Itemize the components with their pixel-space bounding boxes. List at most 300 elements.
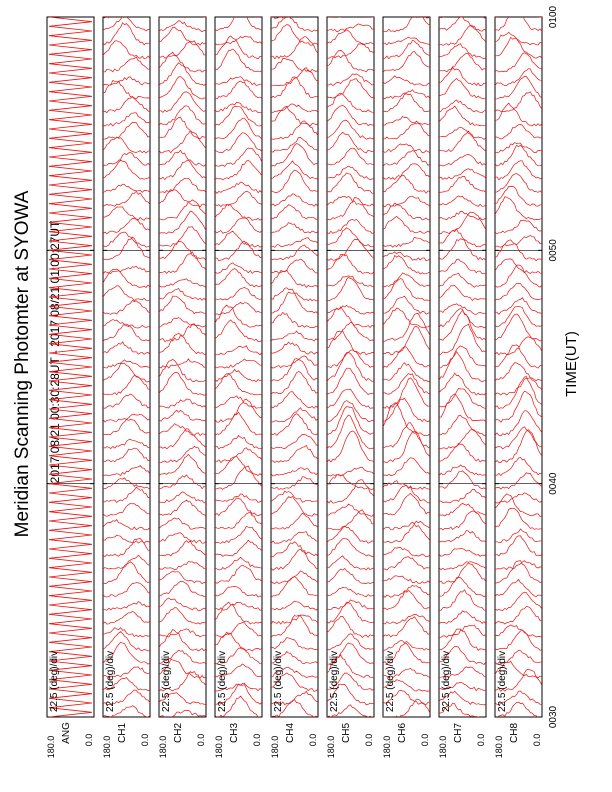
tick-bottom-label: 0.0	[140, 733, 150, 747]
trace-line	[383, 237, 430, 247]
trace-line	[215, 565, 262, 583]
trace-line	[327, 277, 374, 300]
trace-line	[159, 131, 206, 153]
trace-line	[439, 155, 486, 167]
panel-frame	[383, 17, 430, 717]
trace-line	[383, 13, 430, 32]
trace-line	[215, 494, 262, 503]
trace-line	[159, 410, 206, 421]
trace-line	[327, 352, 374, 381]
trace-line	[159, 106, 206, 126]
trace-line	[215, 231, 262, 247]
trace-group	[271, 0, 318, 718]
trace-line	[383, 576, 430, 584]
trace-line	[439, 26, 486, 46]
tick-bottom-label: 0.0	[308, 733, 318, 747]
trace-line	[327, 93, 374, 112]
trace-group	[327, 0, 374, 717]
trace-line	[495, 493, 542, 503]
trace-line	[215, 346, 262, 355]
trace-line	[103, 269, 150, 287]
trace-line	[103, 342, 150, 355]
trace-line	[439, 489, 486, 502]
trace-line	[439, 79, 486, 100]
panels	[46, 0, 542, 758]
panel-scale: 22.5 (deg)/div	[49, 650, 60, 712]
trace-line	[439, 131, 486, 151]
trace-line	[159, 117, 206, 138]
tick-bottom-label: 0.0	[196, 733, 206, 747]
trace-line	[159, 598, 206, 611]
trace-line	[383, 493, 430, 515]
trace-line	[159, 581, 206, 596]
trace-line	[271, 205, 318, 220]
trace-line	[215, 182, 262, 193]
trace-line	[103, 266, 150, 274]
panel-ch6	[382, 0, 430, 758]
trace-line	[327, 401, 374, 422]
trace-line	[103, 160, 150, 179]
trace-line	[495, 32, 542, 45]
trace-line	[271, 615, 318, 624]
trace-line	[159, 52, 206, 72]
trace-line	[271, 434, 318, 448]
trace-line	[103, 487, 150, 503]
trace-line	[271, 638, 318, 650]
trace-line	[103, 466, 150, 477]
trace-line	[439, 629, 486, 650]
trace-line	[159, 359, 206, 381]
trace-line	[215, 399, 262, 422]
trace-line	[439, 309, 486, 328]
trace-line	[383, 144, 430, 153]
trace-line	[439, 286, 486, 301]
trace-line	[215, 49, 262, 72]
tick-top-label: 180.0	[46, 735, 56, 759]
trace-line	[439, 239, 486, 261]
panel-scale: 22.5 (deg)/div	[385, 650, 396, 712]
trace-line	[271, 292, 318, 314]
trace-line	[103, 57, 150, 72]
trace-line	[495, 259, 542, 274]
trace-line	[159, 571, 206, 584]
trace-line	[159, 279, 206, 288]
trace-line	[439, 100, 486, 113]
trace-line	[495, 124, 542, 139]
trace-line	[495, 363, 542, 381]
trace-line	[383, 641, 430, 651]
trace-line	[103, 77, 150, 85]
trace-line	[215, 359, 262, 368]
trace-line	[271, 571, 318, 584]
trace-line	[271, 372, 318, 395]
panel-label: CH6	[397, 722, 408, 744]
trace-line	[103, 503, 150, 516]
trace-line	[215, 448, 262, 463]
x-tick-label: 0050	[548, 239, 559, 262]
trace-line	[271, 549, 318, 570]
trace-line	[383, 524, 430, 543]
trace-line	[103, 555, 150, 569]
trace-line	[495, 197, 542, 220]
trace-line	[439, 310, 486, 340]
trace-line	[215, 412, 262, 435]
trace-line	[439, 471, 486, 489]
x-axis-label: TIME(UT)	[563, 331, 580, 397]
trace-line	[327, 526, 374, 543]
trace-line	[103, 286, 150, 301]
trace-line	[159, 21, 206, 32]
trace-line	[215, 12, 262, 31]
trace-line	[103, 360, 150, 368]
trace-line	[159, 608, 206, 625]
trace-line	[383, 0, 430, 18]
trace-line	[439, 273, 486, 287]
panel-frame	[327, 17, 374, 717]
panel-ch7	[438, 0, 486, 758]
trace-line	[215, 242, 262, 260]
trace-line	[439, 531, 486, 543]
trace-group	[439, 0, 486, 719]
trace-line	[159, 533, 206, 544]
trace-line	[271, 342, 318, 354]
trace-line	[159, 562, 206, 570]
trace-group	[383, 0, 430, 718]
trace-line	[215, 161, 262, 181]
trace-line	[439, 212, 486, 234]
trace-line	[103, 0, 150, 4]
trace-line	[159, 541, 206, 556]
trace-line	[159, 399, 206, 408]
trace-line	[327, 132, 374, 153]
trace-line	[383, 151, 430, 167]
trace-line	[159, 475, 206, 489]
trace-line	[383, 76, 430, 86]
trace-line	[327, 219, 374, 233]
trace-line	[215, 602, 262, 624]
trace-line	[439, 259, 486, 274]
trace-line	[215, 302, 262, 314]
trace-line	[495, 1, 542, 17]
trace-line	[159, 454, 206, 475]
trace-line	[439, 352, 486, 382]
x-tick-label: 0100	[548, 5, 559, 29]
trace-line	[495, 236, 542, 248]
trace-line	[327, 149, 374, 166]
trace-line	[327, 474, 374, 489]
trace-line	[159, 318, 206, 328]
trace-line	[495, 306, 542, 327]
trace-line	[439, 590, 486, 611]
trace-line	[495, 561, 542, 570]
trace-line	[271, 477, 318, 490]
trace-line	[215, 602, 262, 610]
x-axis-ticks	[548, 5, 559, 728]
trace-line	[215, 7, 262, 17]
trace-line	[103, 440, 150, 449]
trace-line	[215, 77, 262, 86]
panel-label: CH3	[229, 722, 240, 744]
trace-line	[439, 67, 486, 85]
panel-label: CH8	[509, 722, 520, 744]
trace-group	[495, 0, 542, 718]
trace-line	[439, 229, 486, 247]
x-tick-label: 0030	[548, 705, 559, 729]
tick-top-label: 180.0	[214, 735, 224, 759]
tick-bottom-label: 0.0	[364, 733, 374, 747]
trace-line	[159, 518, 206, 529]
trace-line	[383, 347, 430, 368]
trace-line	[383, 403, 430, 436]
trace-group	[103, 0, 150, 718]
trace-line	[327, 603, 374, 623]
trace-line	[327, 120, 374, 139]
trace-line	[383, 164, 430, 180]
trace-line	[439, 0, 486, 18]
trace-line	[439, 443, 486, 462]
trace-line	[271, 223, 318, 234]
trace-line	[439, 562, 486, 570]
trace-line	[159, 630, 206, 652]
panel-ch1	[102, 0, 150, 758]
trace-line	[271, 0, 318, 5]
trace-line	[327, 30, 374, 45]
trace-line	[271, 259, 318, 273]
trace-line	[271, 77, 318, 98]
trace-line	[271, 106, 318, 126]
trace-line	[271, 16, 318, 32]
tick-top-label: 180.0	[438, 735, 448, 759]
trace-line	[495, 161, 542, 180]
trace-line	[327, 254, 374, 273]
panel-frame	[439, 17, 486, 717]
trace-line	[495, 37, 542, 58]
panel-label: CH2	[173, 722, 184, 744]
panel-scale: 22.5 (deg)/div	[497, 650, 508, 712]
trace-line	[215, 466, 262, 489]
panel-ch2	[158, 0, 206, 758]
trace-line	[215, 106, 262, 126]
trace-line	[495, 103, 542, 126]
trace-line	[103, 583, 150, 597]
trace-line	[383, 252, 430, 261]
trace-line	[495, 607, 542, 625]
trace-line	[103, 97, 150, 113]
trace-line	[383, 308, 430, 328]
trace-line	[103, 219, 150, 234]
trace-line	[103, 363, 150, 382]
trace-line	[439, 127, 486, 139]
trace-line	[159, 252, 206, 274]
trace-line	[215, 218, 262, 233]
trace-line	[271, 392, 318, 409]
trace-line	[215, 133, 262, 153]
panel-scale: 22.5 (deg)/div	[441, 650, 452, 712]
trace-line	[383, 52, 430, 73]
trace-line	[159, 289, 206, 301]
trace-line	[495, 186, 542, 206]
trace-line	[271, 331, 318, 341]
trace-line	[159, 190, 206, 207]
trace-line	[495, 625, 542, 637]
trace-line	[103, 632, 150, 651]
tick-bottom-label: 0.0	[84, 733, 94, 747]
trace-line	[327, 407, 374, 435]
trace-line	[439, 106, 486, 126]
trace-line	[327, 0, 374, 4]
trace-line	[327, 389, 374, 408]
trace-line	[103, 23, 150, 45]
trace-line	[383, 37, 430, 45]
panel-label: CH5	[341, 722, 352, 744]
trace-line	[495, 536, 542, 556]
tick-top-label: 180.0	[494, 735, 504, 759]
trace-line	[495, 0, 542, 5]
trace-line	[495, 473, 542, 489]
trace-line	[439, 577, 486, 596]
trace-line	[439, 324, 486, 355]
panel-label: CH7	[453, 722, 464, 744]
trace-line	[327, 24, 374, 32]
chart-subtitle: 2017 08/21 00:30:28UT - 2017 08/21 01:00:27UT	[48, 220, 62, 484]
trace-line	[103, 232, 150, 247]
trace-line	[215, 205, 262, 221]
trace-line	[215, 0, 262, 5]
trace-line	[271, 497, 318, 517]
trace-line	[495, 561, 542, 584]
trace-line	[159, 77, 206, 99]
trace-line	[383, 279, 430, 301]
trace-line	[495, 508, 542, 529]
trace-line	[383, 521, 430, 530]
trace-line	[327, 467, 374, 476]
trace-line	[103, 122, 150, 139]
trace-line	[159, 372, 206, 395]
tick-bottom-label: 0.0	[252, 733, 262, 747]
tick-top-label: 180.0	[102, 735, 112, 759]
trace-line	[439, 17, 486, 31]
trace-line	[103, 611, 150, 624]
trace-line	[103, 81, 150, 99]
trace-line	[215, 586, 262, 597]
panel-label: CH4	[285, 722, 296, 744]
trace-line	[439, 53, 486, 72]
trace-line	[215, 36, 262, 45]
trace-line	[439, 511, 486, 530]
trace-line	[495, 314, 542, 341]
trace-line	[439, 415, 486, 435]
trace-line	[383, 273, 430, 287]
panel-label: CH1	[117, 722, 128, 744]
trace-line	[215, 512, 262, 529]
trace-line	[495, 283, 542, 300]
trace-line	[271, 37, 318, 59]
trace-line	[439, 211, 486, 220]
trace-line	[495, 8, 542, 32]
trace-line	[159, 200, 206, 220]
chart-title: Meridian Scanning Photomter at SYOWA	[12, 190, 33, 538]
trace-line	[327, 106, 374, 126]
trace-line	[495, 53, 542, 72]
panel-scale: 22.5 (deg)/div	[217, 650, 228, 712]
trace-line	[215, 320, 262, 342]
trace-line	[327, 331, 374, 355]
trace-line	[159, 178, 206, 192]
tick-bottom-label: 0.0	[532, 733, 542, 747]
trace-line	[103, 602, 150, 611]
trace-line	[383, 590, 430, 609]
trace-line	[271, 58, 318, 71]
trace-line	[159, 211, 206, 234]
trace-line	[271, 577, 318, 598]
trace-line	[103, 4, 150, 18]
trace-line	[327, 504, 374, 516]
trace-line	[439, 196, 486, 207]
trace-line	[103, 301, 150, 315]
trace-line	[383, 617, 430, 637]
trace-line	[327, 166, 374, 180]
trace-line	[495, 427, 542, 449]
trace-line	[327, 368, 374, 394]
trace-line	[271, 468, 318, 476]
trace-line	[383, 216, 430, 233]
panel-frame	[271, 17, 318, 717]
trace-line	[103, 320, 150, 328]
trace-line	[103, 184, 150, 193]
panel-scale: 22.5 (deg)/div	[329, 650, 340, 712]
tick-bottom-label: 0.0	[476, 733, 486, 747]
trace-line	[439, 169, 486, 180]
trace-line	[159, 446, 206, 462]
trace-line	[159, 492, 206, 503]
trace-line	[327, 588, 374, 597]
trace-line	[159, 4, 206, 18]
trace-line	[103, 535, 150, 543]
trace-line	[103, 394, 150, 408]
trace-line	[383, 398, 430, 421]
trace-line	[327, 616, 374, 637]
trace-line	[159, 63, 206, 86]
trace-line	[159, 324, 206, 342]
trace-line	[103, 237, 150, 260]
trace-line	[103, 376, 150, 395]
trace-line	[495, 411, 542, 436]
trace-line	[271, 170, 318, 193]
panel-scale: 22.5 (deg)/div	[105, 650, 116, 712]
tick-top-label: 180.0	[158, 735, 168, 759]
trace-line	[439, 611, 486, 624]
trace-line	[159, 629, 206, 637]
trace-line	[327, 79, 374, 98]
tick-bottom-label: 0.0	[420, 733, 430, 747]
trace-line	[103, 137, 150, 153]
trace-line	[271, 288, 318, 301]
trace-line	[439, 0, 486, 5]
tick-top-label: 180.0	[382, 735, 392, 759]
trace-line	[103, 419, 150, 434]
trace-line	[383, 431, 430, 463]
trace-line	[495, 458, 542, 476]
trace-line	[495, 592, 542, 610]
x-tick-label: 0040	[548, 472, 559, 495]
trace-line	[271, 491, 318, 502]
panel-ch4	[270, 0, 318, 758]
trace-line	[439, 346, 486, 368]
trace-line	[383, 0, 430, 4]
trace-line	[215, 102, 262, 112]
trace-line	[439, 304, 486, 315]
trace-line	[159, 150, 206, 166]
